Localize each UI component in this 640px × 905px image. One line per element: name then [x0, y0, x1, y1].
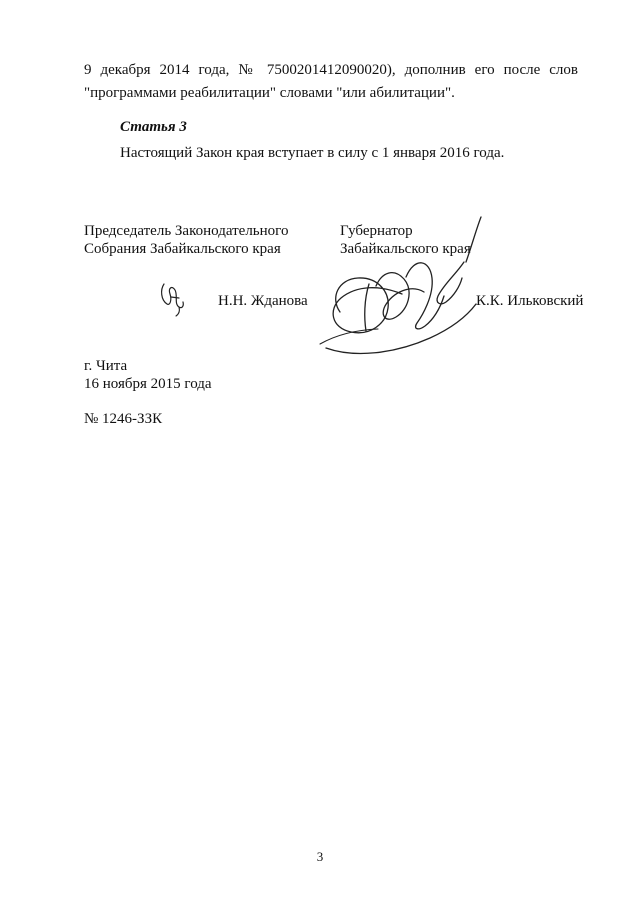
signing-city: г. Чита — [84, 358, 128, 374]
signing-date: 16 ноября 2015 года — [84, 376, 212, 392]
governor-signature — [316, 212, 492, 362]
article-text: Настоящий Закон края вступает в силу с 1 января 2016 года. — [120, 145, 505, 161]
governor-title-line-1: Губернатор — [340, 223, 413, 239]
governor-title-line-2: Забайкальского края — [340, 241, 471, 257]
chairman-title-line-2: Собрания Забайкальского края — [84, 241, 281, 257]
article-title: Статья 3 — [120, 119, 187, 135]
governor-name: К.К. Ильковский — [476, 293, 584, 309]
chairman-title-line-1: Председатель Законодательного — [84, 223, 289, 239]
chairman-signature — [152, 276, 192, 318]
continuation-line-1: 9 декабря 2014 года, № 7500201412090020), дополнив его после слов — [84, 62, 578, 78]
law-number: № 1246-ЗЗК — [84, 411, 163, 427]
continuation-line-2: "программами реабилитации" словами "или абилитации". — [84, 85, 455, 101]
page-number: 3 — [316, 849, 324, 864]
chairman-name: Н.Н. Жданова — [218, 293, 308, 309]
